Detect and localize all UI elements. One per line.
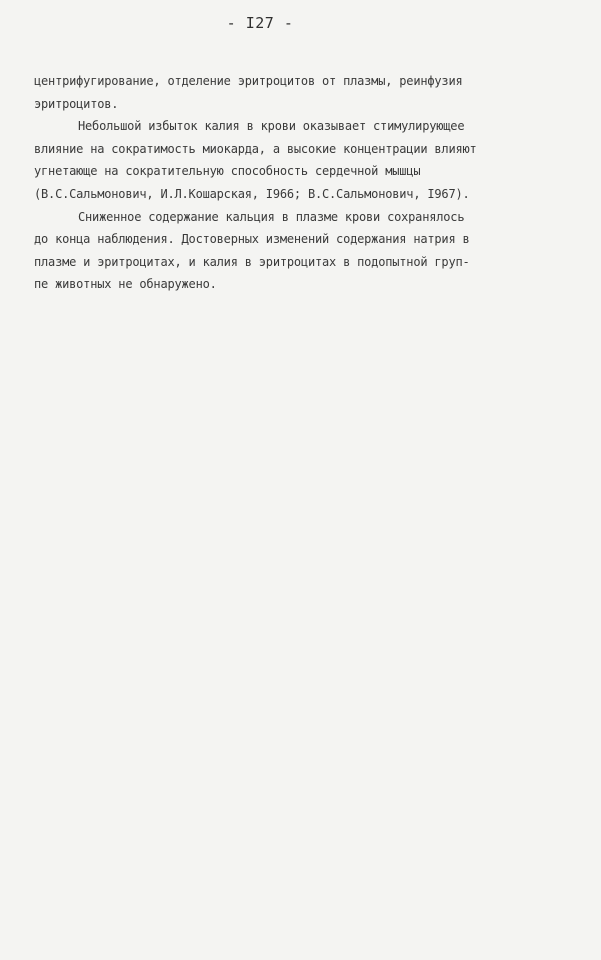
document-body [34,70,564,296]
page-number: - I27 - [226,14,294,32]
text-line: влияние на сократимость миокарда, а высокие концентрации влияют [34,141,477,156]
text-line: центрифугирование, отделение эритроцитов от плазмы, реинфузия [34,74,463,88]
text-line: плазме и эритроцитах, и калия в эритроцитах в подопытной груп- [34,254,470,269]
paragraph [34,206,564,296]
paragraph [34,115,564,205]
text-line: пе животных не обнаружено. [34,277,217,292]
text-line: эритроцитов. [34,96,119,111]
text-line: (В.С.Сальмонович, И.Л.Кошарская, I966; В.С.Сальмонович, I967). [34,186,470,201]
paragraph [34,70,564,115]
text-line: угнетающе на сократительную способность сердечной мышцы [34,164,421,179]
text-line: Сниженное содержание кальция в плазме крови сохранялось [78,209,465,224]
text-line: Небольшой избыток калия в крови оказывает стимулирующее [78,119,465,134]
text-line: до конца наблюдения. Достоверных изменений содержания натрия в [34,232,470,247]
